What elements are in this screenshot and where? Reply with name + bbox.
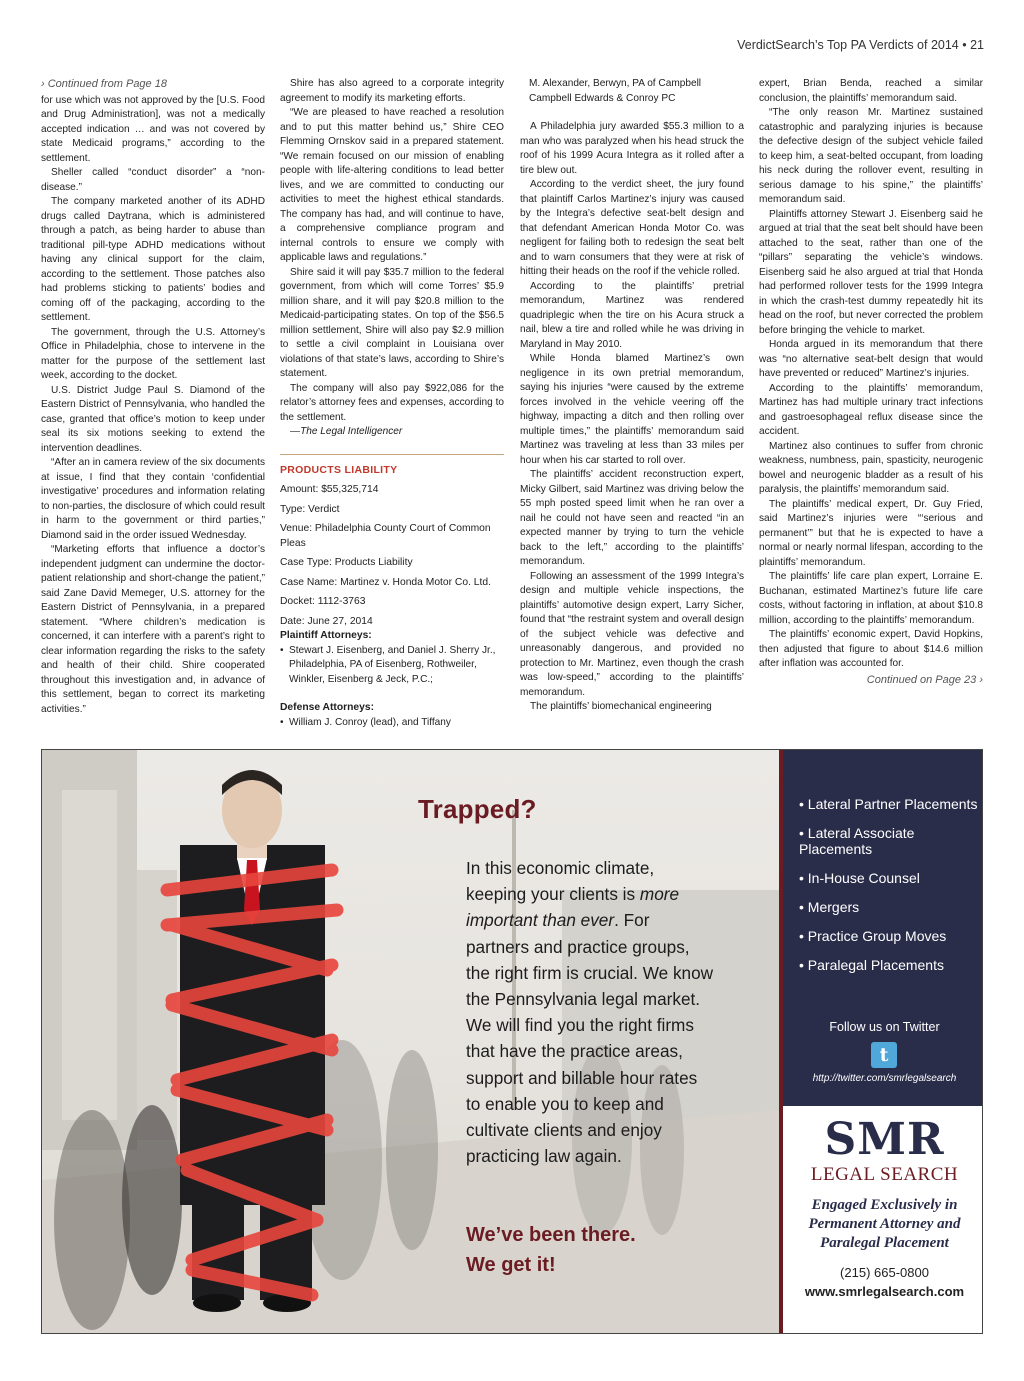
paragraph: The plaintiffs’ accident reconstruction expert, Micky Gilbert, said Martinez was driving below the 55 mph posted speed limit when he ran over a nail he could not have seen and reacted “in an expected manner by trying to turn the vehicle back to the left,” according to the plaintiffs’ memorandum. xyxy=(520,469,744,567)
smr-website-link[interactable]: www.smrlegalsearch.com xyxy=(804,1284,965,1299)
case-category: Case Type: Products Liability xyxy=(280,557,413,568)
continued-on-link[interactable]: Continued on Page 23 › xyxy=(866,673,983,686)
service-item: • Paralegal Placements xyxy=(799,957,983,973)
plaintiff-attorneys-label: Plaintiff Attorneys: xyxy=(280,630,372,641)
smr-logo-subtitle: LEGAL SEARCH xyxy=(810,1164,959,1185)
paragraph: Plaintiffs attorney Stewart J. Eisenberg said he argued at trial that the seat belt should have been attached to the seat, rather than one of the “pillars” separating the vehicle’s windows. Eisenberg said he also argued at trial that Honda had performed rollover tests for the 1999 Integra in which the crash-test dummy repeatedly hit its head on the roof, but never corrected the problem before bringing the vehicle to market. xyxy=(759,208,983,336)
paragraph: Martinez also continues to suffer from chronic weakness, numbness, pain, spasticity, neurogenic bowel and neurogenic bladder as a result of his paralysis, the plaintiffs’ memorandum said. xyxy=(759,440,983,495)
service-item: • In-House Counsel xyxy=(799,870,983,886)
paragraph: Honda argued in its memorandum that there was “no alternative seat-belt design that would have prevented or reduced” Martinez’s injuries. xyxy=(759,339,983,379)
paragraph: The plaintiffs’ biomechanical engineering xyxy=(530,701,712,712)
service-item: • Lateral Partner Placements xyxy=(799,796,983,812)
section-heading: PRODUCTS LIABILITY xyxy=(280,463,398,476)
ad-headline: Trapped? xyxy=(418,794,537,824)
paragraph: The plaintiffs’ life care plan expert, Lorraine E. Buchanan, estimated Martinez’s future life care costs, without factoring in inflation, at about $10.8 million, according to the plaintiffs’ memorandum. xyxy=(759,571,983,626)
article-column-4 xyxy=(759,77,983,687)
section-divider xyxy=(280,454,504,455)
case-amount: Amount: $55,325,714 xyxy=(280,484,379,495)
paragraph: The plaintiffs’ economic expert, David Hopkins, then adjusted that figure to about $14.6 million after inflation was accounted for. xyxy=(759,629,983,669)
article-column-2 xyxy=(280,77,504,730)
list-item: • William J. Conroy (lead), and Tiffany xyxy=(289,716,504,731)
service-item: • Mergers xyxy=(799,899,983,915)
article-column-3 xyxy=(520,77,744,715)
ad-call-to-action xyxy=(466,1220,636,1280)
ad-body-emphasis: more important than ever xyxy=(466,884,680,931)
paragraph: According to the plaintiffs’ memorandum, Martinez has had multiple urinary tract infections and gastroesophageal reflux disease since the accident. xyxy=(759,382,983,437)
ad-services-panel xyxy=(779,750,983,1333)
paragraph: “After an in camera review of the six documents at issue, I find that they contain ‘confidential investigative’ procedures and information relating to non-parties, the disclosure of which could result in harm to the government or third parties,” Diamond said in the order issued Wednesday. xyxy=(41,457,265,541)
paragraph: The government, through the U.S. Attorney’s Office in Philadelphia, chose to intervene in the matter for the purpose of the settlement last week, according to the docket. xyxy=(41,326,265,381)
smr-tagline: Engaged Exclusively in Permanent Attorney and Paralegal Placement xyxy=(808,1197,961,1251)
paragraph: The plaintiffs’ medical expert, Dr. Guy Fried, said Martinez’s injuries were “‘serious and permanent’” but that he is expected to have a normal or nearly normal lifespan, according to the plaintiffs’ memorandum. xyxy=(759,498,983,568)
ad-body-part-2: . For partners and practice groups, the right firm is crucial. We know the Pennsylvania legal market. We will find you the right firms that have the practice areas, support and billable hour rates to enable you to keep and cultivate clients and enjoy practicing law again. xyxy=(466,910,714,1167)
paragraph: “The only reason Mr. Martinez sustained catastrophic and paralyzing injuries is because the defective design of the subject vehicle failed to keep him, a seat-belted occupant, from loading his neck during the rollover event, resulting in serious damage to his spine,” the plaintiffs’ memorandum said. xyxy=(759,107,983,205)
article-column-1 xyxy=(41,77,265,717)
ad-body-part-1: In this economic climate, keeping your clients is xyxy=(466,858,655,905)
defense-attorneys-label: Defense Attorneys: xyxy=(280,702,375,713)
smr-advertisement xyxy=(41,749,983,1334)
service-item: • Lateral Associate Placements xyxy=(799,825,983,857)
smr-phone: (215) 665-0800 xyxy=(840,1265,929,1280)
paragraph: Sheller called “conduct disorder” a “non-disease.” xyxy=(41,167,265,193)
service-item: • Practice Group Moves xyxy=(799,928,983,944)
paragraph: Shire said it will pay $35.7 million to the federal government, from which will come Torres’ $5.9 million share, and it will pay $20.8 million to the Medicaid-participating states. On top of the $56.5 million settlement, Shire will also pay $2.9 million to settle a civil complaint in Louisiana over violations of that state’s laws, according to Shire’s statement. xyxy=(280,266,504,379)
list-item: • Stewart J. Eisenberg, and Daniel J. Sherry Jr., Philadelphia, PA of Eisenberg, Rothweiler, Winkler, Eisenberg & Jeck, P.C.; xyxy=(289,644,504,688)
plaintiff-attorneys-list xyxy=(280,644,504,688)
paragraph: Shire has also agreed to a corporate integrity agreement to modify its marketing efforts. xyxy=(280,78,504,104)
paragraph: Following an assessment of the 1999 Integra’s design and multiple vehicle inspections, the plaintiffs’ automotive design expert, Larry Sicher, found that “the restraint system and overall design of the subject vehicle was defective and unreasonably dangerous, and provided no protection to Mr. Martinez, even though the crash was low-speed,” according to the plaintiffs’ memorandum. xyxy=(520,570,744,698)
ad-body-text xyxy=(466,855,716,1169)
case-type: Type: Verdict xyxy=(280,503,340,515)
smr-logo-box xyxy=(783,1106,983,1333)
smr-logo: SMR xyxy=(824,1114,945,1165)
continued-from-link[interactable]: › Continued from Page 18 xyxy=(41,78,167,90)
paragraph: According to the plaintiffs’ pretrial memorandum, Martinez was rendered quadriplegic when the tire on his Acura struck a nail, blew a tire and rolled while he was driving in Maryland in May 2010. xyxy=(520,280,744,350)
running-head: VerdictSearch’s Top PA Verdicts of 2014 • 21 xyxy=(737,38,984,52)
paragraph: The company marketed another of its ADHD drugs called Daytrana, which is administered through a patch, as being harder to abuse than traditional pill-type ADHD medications without having any clinical support for the claim, according to the settlement. Those patches also had problems sticking to patients’ bodies and coming off of the packaging, according to the settlement. xyxy=(41,196,265,323)
paragraph: While Honda blamed Martinez’s own negligence in its own pretrial memorandum, saying his injuries “were caused by the extreme forces involved in the vehicle veering off the highway, impacting a ditch and then rolling over multiple times,” the plaintiffs’ memorandum said Martinez was traveling at less than 33 miles per hour when his car started to roll over. xyxy=(520,353,744,466)
ad-cta-line-1: We’ve been there. xyxy=(466,1224,636,1246)
case-date: Date: June 27, 2014 xyxy=(280,615,373,627)
paragraph: The company will also pay $922,086 for the relator’s attorney fees and expenses, according to the settlement. xyxy=(280,382,504,423)
paragraph: According to the verdict sheet, the jury found that plaintiff Carlos Martinez’s injury was caused by the Integra’s defective seat-belt design and that defendant American Honda Motor Co. was negligent for failing both to redesign the seat belt and to warn consumers that they were at risk of hitting their heads on the roof if the vehicle rolled. xyxy=(520,179,744,277)
defense-attorneys-list xyxy=(280,716,504,731)
paragraph: expert, Brian Benda, reached a similar conclusion, the plaintiffs’ memorandum said. xyxy=(759,78,983,104)
follow-twitter-label: Follow us on Twitter xyxy=(829,1020,940,1034)
case-name: Case Name: Martinez v. Honda Motor Co. Ltd. xyxy=(280,576,491,588)
services-list xyxy=(799,796,983,986)
case-venue: Venue: Philadelphia County Court of Common Pleas xyxy=(280,523,491,549)
paragraph: U.S. District Judge Paul S. Diamond of the Eastern District of Pennsylvania, who handled the case, granted that office’s motion to keep under seal its six motions seeking to extend the intervention deadlines. xyxy=(41,384,265,454)
paragraph: “Marketing efforts that influence a doctor’s independent judgment can undermine the doctor-patient relationship and short-change the patient,” said Zane David Memeger, U.S. attorney for the Eastern District of Pennsylvania, in a prepared statement. “Where children’s medication is concerned, it can interfere with a parent’s right to clear information regarding the risks to the safety and health of their child. Shire cooperated throughout this investigation and, in advance of this settlement, began to correct its marketing activities.” xyxy=(41,544,265,715)
paragraph: for use which was not approved by the [U.S. Food and Drug Administration], was not a medically accepted indication … and was not covered by state Medicaid programs,” according to the settlement. xyxy=(41,94,265,164)
case-docket: Docket: 1112-3763 xyxy=(280,596,366,607)
source-credit: —The Legal Intelligencer xyxy=(290,426,403,437)
ad-cta-line-2: We get it! xyxy=(466,1254,556,1276)
paragraph: “We are pleased to have reached a resolution and to put this matter behind us,” Shire CEO Flemming Ornskov said in a prepared statement. “We remain focused on our mission of enabling people with life-altering conditions to lead better lives, and we are committed to conducting our activities to meet the highest ethical standards. The company has had, and will continue to have, a comprehensive compliance program and internal controls to ensure we comply with applicable laws and regulations.” xyxy=(280,107,504,263)
twitter-icon[interactable]: t xyxy=(871,1042,897,1068)
twitter-url-link[interactable]: http://twitter.com/smrlegalsearch xyxy=(812,1073,957,1084)
defense-attorneys-continued: M. Alexander, Berwyn, PA of Campbell Campbell Edwards & Conroy PC xyxy=(529,78,702,104)
paragraph: A Philadelphia jury awarded $55.3 million to a man who was paralyzed when his head struck the roof of his 1999 Acura Integra as it rolled after a tire blew out. xyxy=(520,121,744,176)
